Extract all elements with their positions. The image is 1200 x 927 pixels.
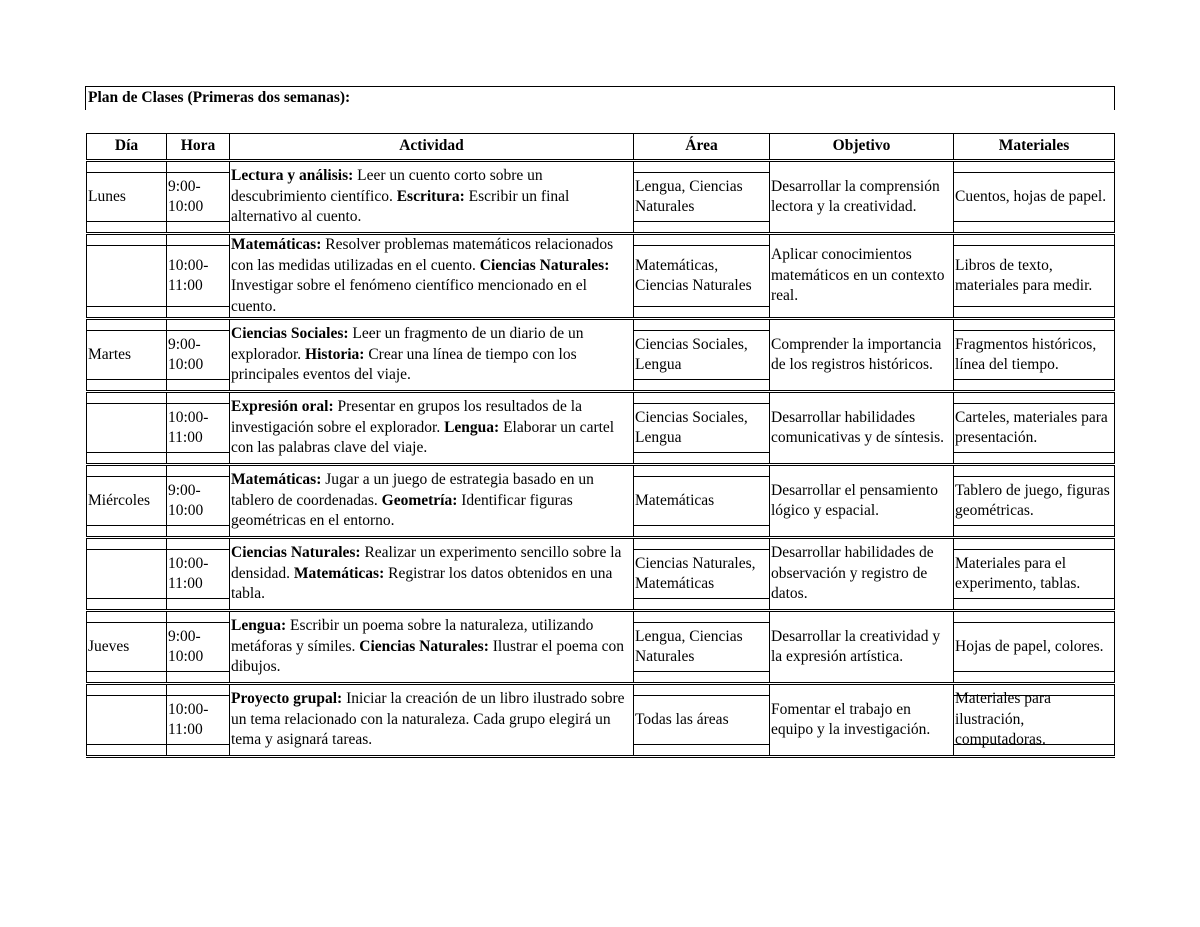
activity-description: Realizar un experimento sencillo sobre la densidad. [231,544,622,582]
activity-subject: Ciencias Naturales: [479,256,610,274]
area-cell [634,465,770,538]
document-title: Plan de Clases (Primeras dos semanas): [85,86,1115,110]
activity-text [231,166,632,228]
day-cell [87,161,167,234]
activity-description: Ilustrar el poema con dibujos. [231,637,624,676]
lesson-plan-table [86,133,1115,758]
activity-description: Investigar sobre el fenómeno científico mencionado en el cuento. [231,277,587,315]
area-text: Lengua, Ciencias Naturales [635,627,743,665]
objective-cell [770,538,954,611]
time-cell [167,319,230,392]
time-label: 9:00-10:00 [168,627,204,665]
materials-cell [954,538,1115,611]
table-body [87,161,1115,757]
objective-cell [770,319,954,392]
day-cell [87,465,167,538]
objective-text: Desarrollar la comprensión lectora y la creatividad. [771,177,940,215]
time-label: 10:00-11:00 [168,700,209,738]
day-label: Martes [88,345,132,363]
objective-cell [770,161,954,234]
area-cell [634,611,770,684]
header-materials: Materiales [954,134,1115,161]
day-cell [87,319,167,392]
activity-description: Crear una línea de tiempo con los principales eventos del viaje. [231,345,577,384]
activity-text [231,543,632,605]
time-cell [167,465,230,538]
activity-description: Escribir un poema sobre la naturaleza, utilizando metáforas y símiles. [231,617,594,655]
objective-text: Desarrollar el pensamiento lógico y espacial. [771,481,938,519]
objective-text: Aplicar conocimientos matemáticos en un contexto real. [771,246,945,305]
day-label: Miércoles [88,491,150,509]
area-cell [634,684,770,757]
activity-description: Iniciar la creación de un libro ilustrado sobre un tema relacionado con la naturaleza. Cada grupo elegirá un tema y asignará tareas. [231,690,625,749]
materials-cell [954,319,1115,392]
activity-text [231,235,632,317]
time-label: 9:00-10:00 [168,177,204,215]
header-objective: Objetivo [770,134,954,161]
objective-text: Desarrollar habilidades comunicativas y de síntesis. [771,408,945,446]
activity-subject: Historia: [305,345,365,363]
activity-text [231,616,632,678]
activity-text [231,470,632,532]
objective-text: Fomentar el trabajo en equipo y la investigación. [771,700,931,738]
area-text: Ciencias Naturales, Matemáticas [635,554,756,592]
time-cell [167,684,230,757]
activity-cell [230,234,634,319]
activity-subject: Proyecto grupal: [231,690,343,708]
area-cell [634,538,770,611]
area-text: Lengua, Ciencias Naturales [635,177,743,215]
materials-text: Tablero de juego, figuras geométricas. [955,481,1110,519]
activity-cell [230,684,634,757]
area-cell [634,234,770,319]
day-cell [87,392,167,465]
objective-cell [770,611,954,684]
activity-subject: Matemáticas: [231,471,322,489]
activity-description: Resolver problemas matemáticos relacionados con las medidas utilizadas en el cuento. [231,236,614,274]
activity-description: Escribir un final alternativo al cuento. [231,187,570,226]
materials-cell [954,161,1115,234]
time-label: 9:00-10:00 [168,481,204,519]
time-cell [167,611,230,684]
activity-subject: Ciencias Naturales: [359,637,489,655]
materials-text: Libros de texto, materiales para medir. [955,256,1093,294]
activity-description: Elaborar un cartel con las palabras clave del viaje. [231,418,615,457]
materials-cell [954,684,1115,757]
day-label: Jueves [88,637,130,655]
activity-cell [230,465,634,538]
objective-cell [770,465,954,538]
time-label: 10:00-11:00 [168,408,209,446]
materials-text: Materiales para el experimento, tablas. [955,554,1081,592]
time-label: 10:00-11:00 [168,554,209,592]
area-text: Matemáticas [635,491,715,509]
materials-text: Carteles, materiales para presentación. [955,408,1108,446]
activity-cell [230,392,634,465]
activity-cell [230,538,634,611]
activity-description: Presentar en grupos los resultados de la investigación sobre el explorador. [231,398,582,436]
materials-cell [954,234,1115,319]
table-row [87,611,1115,684]
activity-subject: Escritura: [396,187,465,205]
time-label: 9:00-10:00 [168,335,204,373]
objective-text: Desarrollar la creatividad y la expresión artística. [771,627,941,665]
objective-cell [770,684,954,757]
table-row [87,684,1115,757]
area-cell [634,319,770,392]
time-label: 10:00-11:00 [168,256,209,294]
activity-cell [230,161,634,234]
time-cell [167,538,230,611]
time-cell [167,161,230,234]
area-text: Ciencias Sociales, Lengua [635,408,748,446]
time-cell [167,392,230,465]
activity-text [231,324,632,386]
time-cell [167,234,230,319]
day-label: Lunes [88,187,126,205]
materials-cell [954,465,1115,538]
activity-subject: Geometría: [381,491,458,509]
activity-cell [230,611,634,684]
objective-cell [770,392,954,465]
header-activity: Actividad [230,134,634,161]
area-cell [634,161,770,234]
table-row [87,392,1115,465]
materials-cell [954,611,1115,684]
activity-description: Identificar figuras geométricas en el entorno. [231,491,573,530]
area-cell [634,392,770,465]
activity-subject: Matemáticas: [293,564,385,582]
activity-cell [230,319,634,392]
materials-text: Hojas de papel, colores. [955,637,1104,655]
activity-text [231,689,632,751]
activity-description: Leer un fragmento de un diario de un explorador. [231,325,584,363]
activity-subject: Ciencias Sociales: [231,325,349,343]
activity-subject: Ciencias Naturales: [231,544,361,562]
table-row [87,161,1115,234]
header-time: Hora [167,134,230,161]
activity-description: Jugar a un juego de estrategia basado en un tablero de coordenadas. [231,471,594,509]
objective-text: Desarrollar habilidades de observación y registro de datos. [771,544,934,603]
table-header-row [87,134,1115,161]
materials-text: Materiales para ilustración, computadoras. [955,690,1051,749]
day-cell [87,684,167,757]
activity-description: Registrar los datos obtenidos en una tabla. [231,564,613,603]
day-cell [87,538,167,611]
activity-subject: Expresión oral: [231,398,334,416]
area-text: Matemáticas, Ciencias Naturales [635,256,752,294]
activity-subject: Lengua: [444,418,500,436]
header-area: Área [634,134,770,161]
activity-description: Leer un cuento corto sobre un descubrimiento científico. [231,167,543,205]
area-text: Ciencias Sociales, Lengua [635,335,748,373]
day-cell [87,234,167,319]
materials-text: Cuentos, hojas de papel. [955,187,1107,205]
activity-subject: Matemáticas: [231,236,322,253]
activity-text [231,397,632,459]
objective-text: Comprender la importancia de los registros históricos. [771,335,942,373]
table-row [87,319,1115,392]
table-row [87,234,1115,319]
activity-subject: Lengua: [231,617,287,635]
day-cell [87,611,167,684]
table-row [87,465,1115,538]
objective-cell [770,234,954,319]
header-day: Día [87,134,167,161]
area-text: Todas las áreas [635,710,729,728]
materials-cell [954,392,1115,465]
activity-subject: Lectura y análisis: [231,167,354,185]
table-row [87,538,1115,611]
materials-text: Fragmentos históricos, línea del tiempo. [955,335,1097,373]
